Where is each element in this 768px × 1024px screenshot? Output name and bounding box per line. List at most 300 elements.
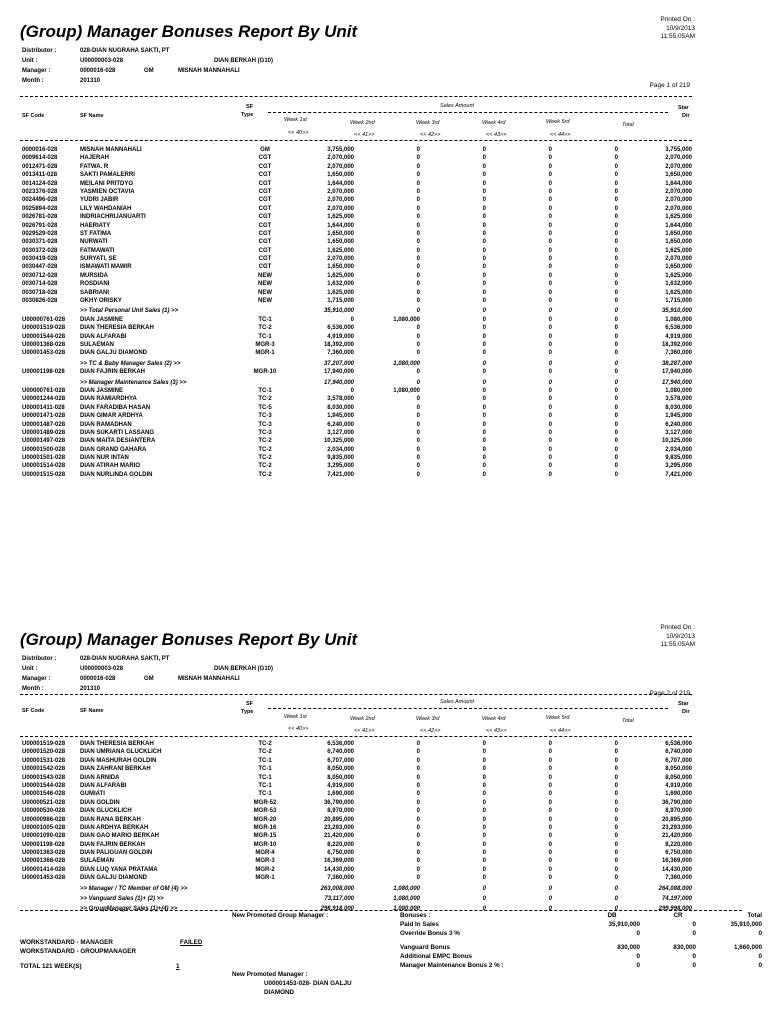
table-row (22, 146, 692, 154)
table-row (22, 213, 692, 221)
table-cell: 10,325,000 (323, 438, 354, 445)
table-cell: 0 (482, 471, 486, 478)
report-table-page-1 (22, 146, 692, 479)
table-cell (22, 895, 80, 903)
table-cell: 0 (548, 163, 552, 170)
table-row (22, 188, 692, 196)
table-row (22, 412, 692, 420)
table-cell: 16,369,000 (661, 858, 692, 865)
table-cell: 2,070,000 (327, 256, 354, 263)
table-cell: 6,740,000 (665, 749, 692, 756)
report-title: (Group) Manager Bonuses Report By Unit (20, 630, 358, 649)
table-cell: 0 (416, 749, 420, 756)
table-cell: 1,690,000 (327, 791, 354, 798)
table-cell: 0 (548, 379, 552, 386)
table-cell: 0 (548, 850, 552, 857)
table-cell: 0 (548, 833, 552, 840)
table-row (22, 247, 692, 255)
table-cell: 0013411-028 (22, 172, 58, 179)
table-cell: 0 (548, 896, 552, 903)
table-cell: 0 (614, 341, 618, 348)
table-row (22, 196, 692, 204)
table-row (22, 765, 692, 773)
table-cell: DIAN RANA BERKAH (80, 816, 141, 823)
table-cell: 0 (614, 885, 618, 892)
table-cell: 0 (416, 413, 420, 420)
table-cell: 0 (548, 455, 552, 462)
table-cell: 36,790,000 (323, 799, 354, 806)
table-cell: 0 (482, 205, 486, 212)
table-cell: 0 (416, 264, 420, 271)
table-cell: 2,070,000 (327, 155, 354, 162)
table-cell: TC-2 (258, 463, 272, 470)
table-cell: 8,050,000 (327, 774, 354, 781)
table-cell: 7,360,000 (665, 875, 692, 882)
table-cell: 0030371-028 (22, 239, 58, 246)
table-cell: 0 (548, 205, 552, 212)
table-cell: CGT (258, 247, 272, 254)
table-cell: U00001531-028 (22, 757, 66, 764)
table-cell: 0 (614, 766, 618, 773)
table-cell: DIAN GIMAR ARDHYA (80, 413, 143, 420)
table-cell: 23,293,000 (323, 824, 354, 831)
table-row (22, 263, 692, 271)
table-cell: 0 (614, 281, 618, 288)
table-cell: DIAN JASMINE (80, 316, 124, 323)
table-cell: 0 (482, 782, 486, 789)
table-cell: 0 (416, 774, 420, 781)
table-cell: 8,050,000 (327, 766, 354, 773)
table-cell: 4,919,000 (665, 333, 692, 340)
table-cell: U00001453-028 (22, 875, 66, 882)
table-cell: 0030372-028 (22, 247, 58, 254)
table-cell: 3,755,000 (327, 147, 354, 153)
table-cell: 0 (416, 858, 420, 865)
table-cell: >> GroupManager Sales (1)+(4) >> (80, 906, 178, 913)
report-meta: Distributor : 028-DIAN NUGRAHA SAKTI, PT Unit : U00000003-028 DIAN BERKAH (G10) Manager : 0000016-028 GM MISNAH MANNAHALI Month : 201310 (22, 48, 274, 84)
table-cell: 0 (614, 782, 618, 789)
table-row (22, 171, 692, 179)
table-cell: DIAN THERESIA BERKAH (80, 741, 154, 747)
table-cell: 0 (548, 841, 552, 848)
table-cell: U00001453-028 (22, 350, 66, 357)
table-cell: DIAN GOLDIN (80, 799, 120, 806)
table-row (22, 782, 692, 790)
table-cell: 0 (482, 741, 486, 747)
table-cell: 0 (416, 379, 420, 386)
table-cell: CGT (258, 230, 272, 237)
table-cell: 0 (614, 239, 618, 246)
table-cell: 0 (614, 214, 618, 221)
table-cell: 7,421,000 (665, 471, 692, 478)
table-cell: U00001500-028 (22, 446, 66, 453)
table-cell: 0 (416, 791, 420, 798)
table-cell: 0 (416, 875, 420, 882)
table-row (22, 874, 692, 882)
table-cell: 0 (614, 289, 618, 296)
table-cell: MGR-1 (255, 350, 275, 357)
workstandard-block: WORKSTANDARD - MANAGER FAILED WORKSTANDARD - GROUPMANAGER TOTAL 121 WEEK(S) 1 (20, 939, 203, 970)
table-cell: 18,392,000 (323, 341, 354, 348)
table-cell: 6,750,000 (327, 850, 354, 857)
table-cell: 0 (416, 163, 420, 170)
table-row (22, 180, 692, 188)
table-cell: 17,940,000 (661, 379, 692, 386)
table-cell: 2,070,000 (665, 163, 692, 170)
table-cell: >> Vanguard Sales (1)+ (2) >> (80, 896, 164, 903)
table-cell: U00000521-028 (22, 799, 66, 806)
table-cell: SULAEMAN (80, 858, 114, 865)
table-cell: CGT (258, 214, 272, 221)
table-cell: DIAN LUQ YANA PRATAMA (80, 866, 158, 873)
table-cell: U00001090-028 (22, 833, 66, 840)
table-cell: 2,070,000 (665, 205, 692, 212)
table-cell: 18,392,000 (661, 341, 692, 348)
table-cell: 0 (614, 308, 618, 315)
table-row (22, 841, 692, 849)
table-cell: 0 (482, 757, 486, 764)
table-cell: 0 (548, 741, 552, 747)
table-cell: 0 (482, 841, 486, 848)
table-cell: 0 (416, 369, 420, 376)
table-cell: 0 (416, 446, 420, 453)
table-cell: 0 (614, 757, 618, 764)
table-cell: MISNAH MANNAHALI (80, 147, 142, 153)
table-cell: 0 (482, 350, 486, 357)
table-cell: INDRIACHRIJANUARTI (80, 214, 146, 221)
table-row (22, 790, 692, 798)
table-cell: 0030718-028 (22, 289, 58, 296)
table-row (22, 368, 692, 376)
table-cell (230, 360, 300, 368)
table-cell: 4,919,000 (665, 782, 692, 789)
table-cell: U00001515-028 (22, 471, 66, 478)
table-cell: 0 (548, 369, 552, 376)
table-cell: 0 (482, 816, 486, 823)
table-cell: DIAN MASHURAH GOLDIN (80, 757, 157, 764)
table-cell: CGT (258, 222, 272, 229)
table-cell: DIAN RAMIARDHYA (80, 396, 137, 403)
table-cell: 8,970,000 (327, 808, 354, 815)
table-cell: 0 (482, 197, 486, 204)
table-cell: 0 (614, 404, 618, 411)
table-cell: 0 (482, 155, 486, 162)
table-cell: 0 (614, 446, 618, 453)
table-cell (230, 885, 300, 893)
table-cell: 0 (416, 866, 420, 873)
table-cell: 0 (614, 379, 618, 386)
table-cell: 0 (614, 316, 618, 323)
table-cell: 0 (416, 188, 420, 195)
table-cell: DIAN THERESIA BERKAH (80, 325, 154, 332)
table-cell: 0 (482, 333, 486, 340)
table-cell: 0 (416, 757, 420, 764)
table-cell: DIAN UMRIANA GLUCKLICH (80, 749, 162, 756)
table-cell: 2,070,000 (327, 197, 354, 204)
table-cell: HAERIATY (80, 222, 111, 229)
table-cell: 73,117,000 (324, 896, 354, 903)
table-cell: 0 (548, 749, 552, 756)
table-cell: 0 (548, 172, 552, 179)
table-cell: 2,034,000 (665, 446, 692, 453)
table-cell: 1,715,000 (327, 298, 354, 305)
table-cell: 0 (482, 774, 486, 781)
table-cell: 0 (482, 413, 486, 420)
table-cell: 0 (416, 455, 420, 462)
table-cell: 0 (548, 188, 552, 195)
table-cell (22, 379, 80, 387)
table-cell: 0 (482, 766, 486, 773)
table-cell: 1,690,000 (665, 791, 692, 798)
table-row (22, 748, 692, 756)
table-cell: 0 (614, 298, 618, 305)
table-cell: 0 (614, 429, 618, 436)
table-cell: TC-2 (258, 438, 272, 445)
table-cell: 0 (416, 816, 420, 823)
table-cell: 0 (482, 404, 486, 411)
table-cell: 0 (548, 875, 552, 882)
table-cell: 0 (416, 155, 420, 162)
table-cell: 1,625,000 (327, 247, 354, 254)
table-cell: MGR-3 (255, 341, 275, 348)
table-row (22, 757, 692, 765)
table-cell: TC-3 (258, 421, 272, 428)
table-cell: 0 (416, 230, 420, 237)
table-cell: TC-2 (258, 749, 272, 756)
table-cell: 8,030,000 (327, 404, 354, 411)
table-cell: 0 (416, 172, 420, 179)
table-cell (22, 885, 80, 893)
table-cell: ISMAWATI MAWIR (80, 264, 132, 271)
table-cell: 1,625,000 (665, 289, 692, 296)
table-cell: 0 (548, 858, 552, 865)
table-cell: 2,070,000 (665, 155, 692, 162)
table-cell: 0 (482, 396, 486, 403)
table-cell: 2,070,000 (665, 188, 692, 195)
table-cell: 1,650,000 (327, 230, 354, 237)
table-cell: 0 (482, 222, 486, 229)
table-cell: 0 (416, 850, 420, 857)
table-cell: 0 (614, 197, 618, 204)
table-cell: 0 (548, 387, 552, 394)
table-cell: 2,070,000 (665, 256, 692, 263)
table-row (22, 832, 692, 840)
table-cell: 17,940,000 (323, 369, 354, 376)
table-cell: 1,650,000 (665, 239, 692, 246)
table-cell: 0 (614, 774, 618, 781)
table-cell: MGR-53 (253, 808, 277, 815)
table-cell: 3,578,000 (665, 396, 692, 403)
table-row (22, 404, 692, 412)
table-cell: NEW (258, 289, 272, 296)
table-cell: 0 (548, 289, 552, 296)
table-cell: 0 (416, 180, 420, 187)
table-row (22, 807, 692, 815)
table-cell: CGT (258, 172, 272, 179)
table-cell: U00001471-028 (22, 413, 66, 420)
table-cell: 0 (614, 333, 618, 340)
table-cell: 0 (548, 272, 552, 279)
table-cell: U00001414-028 (22, 866, 66, 873)
table-cell: 16,369,000 (323, 858, 354, 865)
table-cell: 1,625,000 (665, 272, 692, 279)
table-cell: MURSIDA (80, 272, 108, 279)
table-cell: 0 (614, 421, 618, 428)
table-cell: 0 (614, 180, 618, 187)
table-cell: 0009614-028 (22, 155, 58, 162)
page-number: Page 1 of 219 (649, 82, 690, 89)
table-cell: >> Manager / TC Member of GM (4) >> (80, 885, 188, 892)
table-cell: 0 (614, 906, 618, 913)
table-cell: 0 (548, 239, 552, 246)
subtotal-row (22, 379, 692, 387)
table-cell: 2,070,000 (327, 163, 354, 170)
table-cell: MGR-1 (255, 875, 275, 882)
table-cell: 0 (614, 325, 618, 332)
table-cell: 8,220,000 (327, 841, 354, 848)
table-cell: U00001520-028 (22, 749, 66, 756)
table-cell: 264,088,000 (658, 885, 692, 892)
table-cell: 0 (482, 446, 486, 453)
table-cell: 1,945,000 (665, 413, 692, 420)
table-cell: 14,430,000 (661, 866, 692, 873)
table-cell: U00001005-028 (22, 824, 66, 831)
table-row (22, 349, 692, 357)
table-row (22, 316, 692, 324)
printed-on: Printed On : 10/9/2013 11:55:05AM (660, 16, 695, 40)
table-cell: SULAEMAN (80, 341, 114, 348)
table-cell: 0 (614, 438, 618, 445)
report-meta: Distributor : 028-DIAN NUGRAHA SAKTI, PT Unit : U00000003-028 DIAN BERKAH (G10) Manager : 0000016-028 GM MISNAH MANNAHALI Month : 201310 (22, 656, 274, 692)
table-row (22, 866, 692, 874)
table-cell: 0 (482, 264, 486, 271)
table-cell (22, 307, 80, 315)
table-cell: U00001411-028 (22, 404, 65, 411)
table-cell: TC-2 (258, 446, 272, 453)
table-cell: U00001198-028 (22, 369, 65, 376)
table-row (22, 816, 692, 824)
table-row (22, 230, 692, 238)
table-cell: 0 (416, 298, 420, 305)
table-cell: 0 (482, 463, 486, 470)
table-row (22, 454, 692, 462)
table-cell: 0 (614, 841, 618, 848)
table-cell: 0 (548, 866, 552, 873)
table-cell: 0 (482, 850, 486, 857)
table-cell: 10,325,000 (661, 438, 692, 445)
table-cell: 0 (482, 325, 486, 332)
table-cell: 6,707,000 (327, 757, 354, 764)
table-cell: 0 (482, 896, 486, 903)
table-cell: 6,536,000 (327, 741, 354, 747)
table-cell: 4,919,000 (327, 782, 354, 789)
table-row (22, 387, 692, 395)
table-cell: 0 (614, 387, 618, 394)
table-cell: CGT (258, 197, 272, 204)
table-cell: 1,080,000 (393, 885, 420, 892)
table-cell: 1,080,000 (665, 387, 692, 394)
table-row (22, 421, 692, 429)
table-cell: 20,895,000 (323, 816, 354, 823)
table-cell: 0 (416, 308, 420, 315)
table-cell: 0 (614, 396, 618, 403)
table-cell: DIAN ATIRAH MARIO (80, 463, 140, 470)
table-cell: 0 (482, 247, 486, 254)
table-cell: NEW (258, 281, 272, 288)
table-cell: 8,220,000 (665, 841, 692, 848)
table-cell: 0 (548, 222, 552, 229)
table-cell: 9,835,000 (665, 455, 692, 462)
table-cell: U00001542-028 (22, 766, 66, 773)
report-title: (Group) Manager Bonuses Report By Unit (20, 22, 358, 41)
table-cell: SURYATI, SE (80, 256, 117, 263)
table-cell: 0 (416, 404, 420, 411)
table-cell: 2,034,000 (327, 446, 354, 453)
table-cell: U00001519-028 (22, 325, 66, 332)
table-cell: 6,750,000 (665, 850, 692, 857)
table-cell: ST FATIMA (80, 230, 112, 237)
table-row (22, 799, 692, 807)
table-cell: 3,755,000 (665, 147, 692, 153)
table-cell: U00001244-028 (22, 396, 66, 403)
table-cell: 0000016-028 (22, 147, 58, 153)
table-cell: 0 (482, 289, 486, 296)
table-cell: DIAN FARADIBA HASAN (80, 404, 151, 411)
table-cell: 0 (548, 325, 552, 332)
table-cell: NEW (258, 298, 272, 305)
table-cell: 0 (614, 455, 618, 462)
table-cell: TC-2 (258, 471, 272, 478)
table-cell: 6,536,000 (665, 325, 692, 332)
table-cell: 0 (548, 885, 552, 892)
table-cell: 0026781-028 (22, 214, 58, 221)
table-cell: CGT (258, 188, 272, 195)
table-cell: U00001497-028 (22, 438, 66, 445)
table-cell: DIAN JASMINE (80, 387, 124, 394)
table-cell: 6,240,000 (665, 421, 692, 428)
table-cell: 0 (482, 799, 486, 806)
table-cell: 0 (548, 799, 552, 806)
table-cell: 0 (416, 147, 420, 153)
table-cell: 8,050,000 (665, 766, 692, 773)
table-cell: 1,080,000 (393, 387, 420, 394)
table-cell: 1,625,000 (327, 272, 354, 279)
table-cell: 1,650,000 (327, 239, 354, 246)
table-cell: 0 (416, 281, 420, 288)
table-cell: CGT (258, 155, 272, 162)
table-cell: 0 (548, 281, 552, 288)
table-cell: 1,625,000 (327, 289, 354, 296)
table-cell: 7,421,000 (327, 471, 354, 478)
table-cell: U00001489-028 (22, 429, 66, 436)
table-cell: 35,910,000 (323, 308, 354, 315)
table-cell: 0 (416, 214, 420, 221)
table-row (22, 774, 692, 782)
table-cell: 0 (614, 866, 618, 873)
table-cell: DIAN NUR INTAN (80, 455, 129, 462)
table-cell: GUMIATI (80, 791, 105, 798)
table-cell: DIAN GALJU DIAMOND (80, 350, 147, 357)
table-cell: 17,940,000 (661, 369, 692, 376)
table-cell: 1,625,000 (665, 247, 692, 254)
table-cell: TC-2 (258, 396, 272, 403)
table-cell: 0 (482, 421, 486, 428)
table-cell: OKHY ORISKY (80, 298, 122, 305)
subtotal-row (22, 895, 692, 903)
table-row (22, 163, 692, 171)
table-cell: 1,080,000 (393, 896, 420, 903)
table-cell: HAJERAH (80, 155, 110, 162)
